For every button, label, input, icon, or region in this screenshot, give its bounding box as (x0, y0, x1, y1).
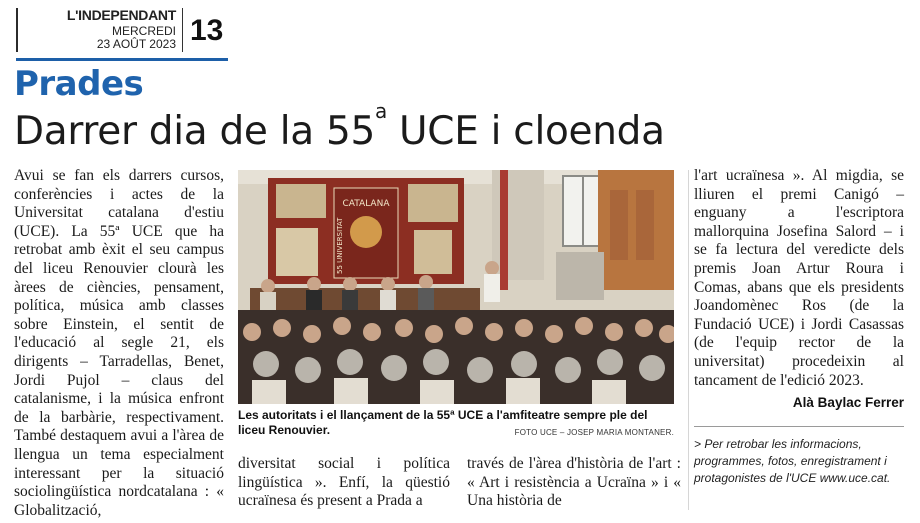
article-column-3: través de l'àrea d'història de l'art : « Art i resistència a Ucraïna » i « Una història de (467, 455, 681, 510)
info-note: > Per retrobar les informacions, programmes, fotos, enregistrament i protagonistes de l'UCE www.uce.cat. (694, 437, 891, 485)
note-divider (694, 426, 904, 427)
article-column-4: l'art ucraïnesa ». Al migdia, se lliuren el premi Canigó – enguany a l'escriptora mallorquina Josefina Salord – i se fa lectura del veredicte dels premis Joan Artur Roura i Comas, abans que els presidents Joandomènec Ros (de la Fundació UCE) i Jordi Casassas (de l'equip rector de la universitat) procedeixin al tancament de l'edició 2023. (694, 167, 904, 389)
page-number: 13 (190, 14, 224, 47)
column-divider (688, 170, 689, 510)
auditorium-photo-illustration (238, 170, 674, 404)
headline-end: UCE i cloenda (386, 109, 665, 154)
headline-superscript: a (374, 99, 387, 123)
article-column-1: Avui se fan els darrers cursos, conferències i actes de la Universitat catalana d'estiu (UCE). La 55ª UCE que ha retrobat amb èxit el seu campus del liceu Renouvier clourà les àrees de ciències, pensament, política, música amb classes sobre Einstein, el sentit de l'educació al segle 21, els dirigents – Tarradellas, Benet, Jordi Pujol – claus del catalanisme, i la música enfront de la barbàrie, respectivament. També destaquem avui a l'àrea de llengua un tema especialment interessant per la situació sociolingüística nordcatalana : « Globalització, (14, 167, 224, 519)
masthead-weekday: MERCREDI (111, 24, 176, 38)
masthead (16, 4, 236, 54)
banner-text: CATALANA (342, 199, 390, 209)
article-photo (238, 170, 674, 404)
headline-main: Darrer dia de la 55 (14, 109, 375, 154)
author-byline: Alà Baylac Ferrer (792, 395, 904, 410)
photo-credit: FOTO UCE – JOSEP MARIA MONTANER. (514, 428, 674, 437)
masthead-date: 23 AOÛT 2023 (96, 37, 176, 51)
banner-vertical-text: 55 UNIVERSITAT (336, 217, 344, 274)
masthead-separator (182, 8, 183, 52)
masthead-rule (16, 8, 18, 52)
article-column-2: diversitat social i política lingüística ». Enfí, la qüestió ucraïnesa és present a Prada a (238, 455, 450, 510)
newspaper-name: L'INDEPENDANT (66, 7, 176, 23)
section-kicker: Prades (14, 64, 144, 104)
photo-caption: Les autoritats i el llançament de la 55ª UCE a l'amfiteatre sempre ple del liceu Renouvier. (238, 408, 648, 437)
headline (14, 99, 665, 159)
